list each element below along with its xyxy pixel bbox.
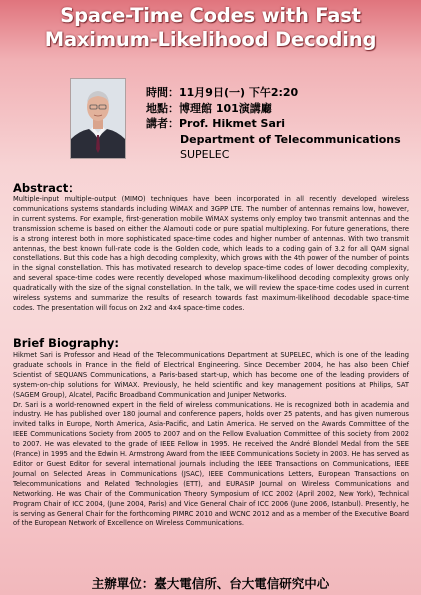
talk-place: 地點：博理館 101演講廳 [146,101,272,115]
talk-time: 時間：11月9日(一) 下午2:20 [146,86,299,99]
biography-paragraph-2: Dr. Sari is a world-renowned expert in the field of wireless communications. He is recognized both in academia and industry. He has published over 180 journal and conference papers, holds over 25 patents, and has given numerous invited talks in Europe, North America, Asia-Pacific, and Latin America. He served on the Awards Committee of the IEEE Communications Society from 2005 to 2007 and on the Fellow Evaluation Committee of this society from 2002 to 2007. He was elevated to the grade of IEEE Fellow in 1995. He received the André Blondel Medal from the SEE (France) in 1995 and the Edwin H. Armstrong Award from the IEEE Communications Society in 2003. He has served as Editor or Guest Editor for several international journals including the IEEE Transactions on Communications, IEEE Journal on Selected Areas in Communications (JSAC), IEEE Communications Letters, European Transactions on Telecommunications and Related Technologies (ETT), and EURASIP Journal on Wireless Communications and Networking. He was Chair of the Communication Theory Symposium of ICC 2002 (April 2002, New York), Technical Program Chair of ICC 2004, (June 2004, Paris) and Vice General Chair of ICC 2006 (June 2006, Istanbul). Presently, he is serving as General Chair for the forthcoming PIMRC 2010 and WCNC 2012 and as a member of the Executive Board of the European Network of Excellence on Wireless Communications. [13,400,409,528]
abstract-paragraph: Multiple-input multiple-output (MIMO) techniques have been incorporated in all recently developed wireless communications systems standards including WiMAX and 3GPP LTE. The number of antennas remains low, however, in current systems. For example, first-generation mobile WiMAX systems only employ two transmit antennas and the transmission scheme is based on either the Alamouti code or pure spatial multiplexing. For future generations, there is a strong interest both in more sophisticated space-time codes and higher number of antennas. With two transmit antennas, the best known full-rate code is the Golden code, which leads to a coding gain of 3.2 for all QAM signal constellations. But this code has a high decoding complexity, which grows with the 4th power of the number of points in the signal constellation. This has motivated research to develop space-time codes of lower decoding complexity, and several space-time codes were recently developed whose maximum-likelihood decoding complexity grows only quadratically with the size of the signal constellation. In the talk, we will review the space-time codes used in current wireless systems and summarize the results of research towards fast maximum-likelihood decodable space-time codes. The presentation will focus on 2x2 and 4x4 space-time codes. [13,195,409,312]
poster-title [8,4,413,52]
speaker-portrait-image [71,79,125,158]
abstract-heading: Abstract： [13,181,80,195]
speaker-photo [70,78,126,159]
talk-info [146,85,406,163]
abstract-text [13,195,409,314]
speaker-department: Department of Telecommunications [180,132,401,146]
biography-heading: Brief Biography: [13,336,119,350]
talk-speaker: 講者：Prof. Hikmet Sari [146,117,286,130]
organizer-footer: 主辦單位：臺大電信所、台大電信研究中心 [91,576,330,591]
biography-text [13,351,409,529]
speaker-organization: SUPELEC [180,148,230,161]
title-line-1: Space-Time Codes with Fast [60,4,361,27]
biography-paragraph-1: Hikmet Sari is Professor and Head of the Telecommunications Department at SUPELEC, which is one of the leading graduate schools in France in the field of Electrical Engineering. Since December 2004, he has also been Chief Scientist of SEQUANS Communications, a Paris-based start-up, which has become one of the leading providers of system-on-chip solutions for WiMAX. Previously, he held scientific and key management positions at Philips, SAT (SAGEM Group), Alcatel, Pacific Broadband Communication and Juniper Networks. [13,351,409,399]
title-line-2: Maximum-Likelihood Decoding [44,28,377,51]
